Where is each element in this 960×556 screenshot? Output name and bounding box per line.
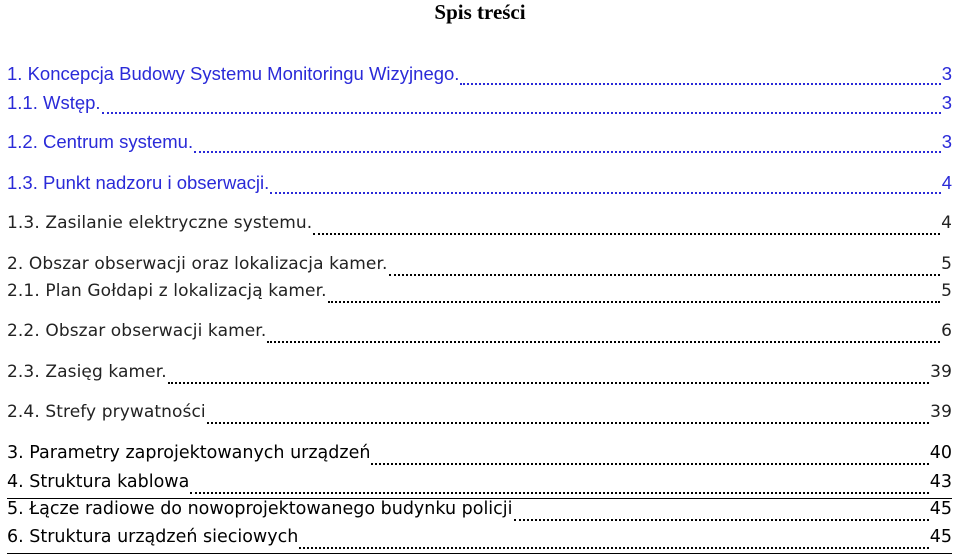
- dot-leader: [371, 449, 928, 469]
- toc-entry-label[interactable]: 2.2. Obszar obserwacji kamer.: [7, 321, 267, 341]
- dot-leader: [328, 287, 940, 307]
- toc-entry-label[interactable]: 4. Struktura kablowa: [7, 472, 190, 492]
- dot-leader: [267, 327, 940, 347]
- toc-entry-2-4[interactable]: [7, 402, 952, 428]
- toc-entry-page[interactable]: 45: [929, 499, 952, 519]
- toc-entry-page[interactable]: 6: [941, 321, 952, 341]
- dot-leader: [270, 178, 940, 198]
- toc-entry-1-1[interactable]: [7, 92, 952, 118]
- toc-entry-page[interactable]: 4: [941, 213, 952, 233]
- dot-leader: [389, 260, 941, 280]
- toc-entry-page[interactable]: 3: [941, 92, 952, 113]
- toc-entry-page[interactable]: 5: [941, 281, 952, 301]
- toc-entry-label[interactable]: 1.1. Wstęp.: [7, 92, 101, 113]
- toc-entry-label[interactable]: 2.3. Zasięg kamer.: [7, 362, 167, 382]
- toc-entry-2-2[interactable]: [7, 321, 952, 347]
- dot-leader: [460, 69, 940, 89]
- toc-entry-2[interactable]: [7, 254, 952, 280]
- toc-entry-label[interactable]: 1.2. Centrum systemu.: [7, 131, 194, 152]
- toc-entry-page[interactable]: 3: [941, 63, 952, 84]
- toc-entry-label[interactable]: 1.3. Zasilanie elektryczne systemu.: [7, 213, 313, 233]
- toc-entry-6[interactable]: [7, 527, 952, 554]
- dot-leader: [168, 368, 929, 388]
- toc-entry-1-2[interactable]: [7, 131, 952, 157]
- dot-leader: [299, 533, 928, 553]
- toc-entry-label[interactable]: 2.1. Plan Gołdapi z lokalizacją kamer.: [7, 281, 327, 301]
- toc-entry-label[interactable]: 1. Koncepcja Budowy Systemu Monitoringu Wizyjnego.: [7, 63, 460, 84]
- toc-entry-1-3[interactable]: [7, 172, 952, 198]
- dot-leader: [313, 219, 940, 239]
- toc-entry-2-1[interactable]: [7, 281, 952, 307]
- dot-leader: [207, 408, 929, 428]
- toc-entry-page[interactable]: 3: [941, 131, 952, 152]
- dot-leader: [194, 137, 941, 157]
- toc-entry-5[interactable]: [7, 499, 952, 525]
- toc-entry-label[interactable]: 6. Struktura urządzeń sieciowych: [7, 527, 299, 547]
- dot-leader: [514, 505, 929, 525]
- toc-entry-page[interactable]: 4: [941, 172, 952, 193]
- toc-entry-label[interactable]: 2. Obszar obserwacji oraz lokalizacja kamer.: [7, 254, 388, 274]
- toc-entry-page[interactable]: 45: [929, 527, 952, 547]
- toc-entry-page[interactable]: 43: [929, 472, 952, 492]
- dot-leader: [190, 478, 928, 498]
- toc-entry-label[interactable]: 2.4. Strefy prywatności: [7, 402, 206, 422]
- toc-entry-label[interactable]: 5. Łącze radiowe do nowoprojektowanego budynku policji: [7, 499, 513, 519]
- toc-entry-1-3-b[interactable]: [7, 213, 952, 239]
- toc-entry-page[interactable]: 39: [930, 362, 952, 382]
- page-title: Spis treści: [434, 0, 526, 24]
- toc-entry-label[interactable]: 3. Parametry zaprojektowanych urządzeń: [7, 443, 371, 463]
- toc-entry-1[interactable]: [7, 63, 952, 89]
- toc-entry-page[interactable]: 40: [929, 443, 952, 463]
- toc-entry-page[interactable]: 5: [941, 254, 952, 274]
- toc-entry-2-3[interactable]: [7, 362, 952, 388]
- toc-entry-label[interactable]: 1.3. Punkt nadzoru i obserwacji.: [7, 172, 270, 193]
- toc-entry-4[interactable]: [7, 472, 952, 499]
- toc-entry-page[interactable]: 39: [930, 402, 952, 422]
- toc-entry-3[interactable]: [7, 443, 952, 469]
- dot-leader: [102, 98, 941, 118]
